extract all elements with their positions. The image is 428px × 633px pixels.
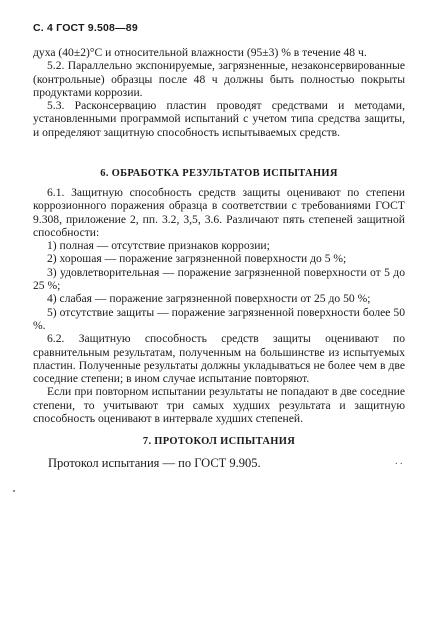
paragraph-conditions: духа (40±2)°С и относительной влажности (95±3) % в течение 48 ч. [33,46,367,59]
list-item-4: 4) слабая — поражение загрязненной поверхности от 25 до 50 %; [47,292,371,306]
paragraph-5-2: 5.2. Параллельно экспонируемые, загрязненные, незаконсервированные (контрольные) образцы после 48 ч должны быть полностью покрыты продуктами коррозии. [33,59,405,99]
page-header: С. 4 ГОСТ 9.508—89 [33,22,138,34]
list-item-1: 1) полная — отсутствие признаков коррозии; [47,239,270,253]
paragraph-6-2: 6.2. Защитную способность средств защиты оценивают по сравнительным результатам, полученным на большинстве из испытуемых пластин. Полученные результаты должны укладываться не более чем в две соседние степени; в ином случае испытание повторяют. [33,332,405,386]
scan-speck [13,490,15,492]
paragraph-6-1: 6.1. Защитную способность средств защиты оценивают по степени коррозионного поражения образца в соответствии с требованиями ГОСТ 9.308, приложение 2, пп. 3.2, 3,5, 3.6. Различают пять степеней защитной способности: [33,186,405,239]
list-item-2: 2) хорошая — поражение загрязненной поверхности до 5 %; [47,252,347,266]
section6-title: 6. ОБРАБОТКА РЕЗУЛЬТАТОВ ИСПЫТАНИЯ [100,168,338,179]
protocol-reference: Протокол испытания — по ГОСТ 9.905. [48,456,261,470]
list-item-3: 3) удовлетворительная — поражение загрязненной поверхности от 5 до 25 %; [33,265,405,293]
section5-continuation [33,46,405,139]
section7-title: 7. ПРОТОКОЛ ИСПЫТАНИЯ [142,436,296,447]
section6-body [33,186,405,425]
paragraph-6-2-repeat: Если при повторном испытании результаты не попадают в две соседние степени, то учитывают три самых худших результата и защитную способность оценивают в интервале худших степеней. [33,385,405,426]
trailing-dots: . . [395,456,403,467]
paragraph-5-3: 5.3. Расконсервацию пластин проводят средствами и методами, установленными программой испытаний с учетом типа средства защиты, и определяют защитную способность испытываемых средств. [33,99,405,139]
list-item-5: 5) отсутствие защиты — поражение загрязненной поверхности более 50 %. [33,305,405,332]
